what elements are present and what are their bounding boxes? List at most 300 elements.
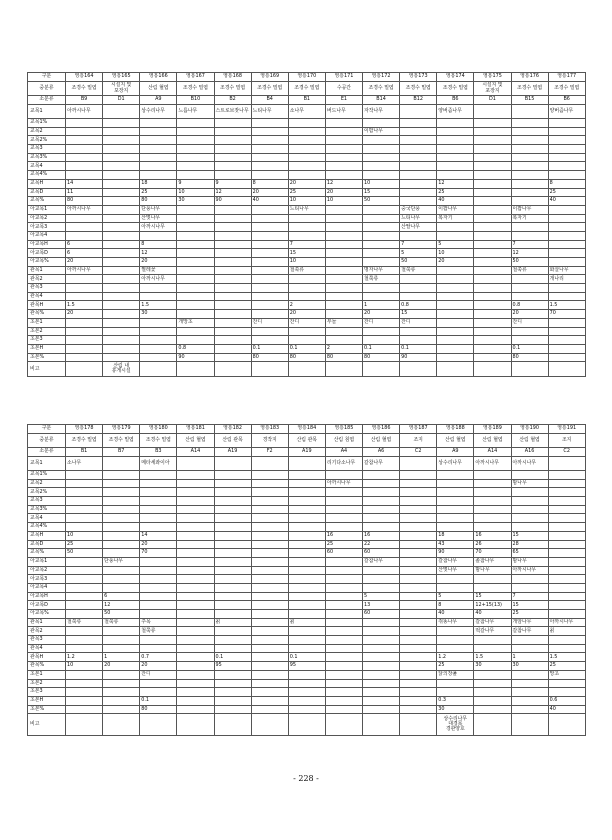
table-cell <box>400 145 437 154</box>
plot-type-cell: 산림 혈엽 <box>474 434 511 448</box>
table-cell <box>103 549 140 558</box>
table-cell <box>214 214 251 223</box>
table-cell <box>177 162 214 171</box>
table-cell <box>251 162 288 171</box>
table-cell <box>140 497 177 506</box>
plot-id-cell: 영흥186 <box>363 425 400 434</box>
table-cell: 95 <box>214 662 251 671</box>
table-cell <box>177 214 214 223</box>
row-label: 교목3% <box>28 153 66 162</box>
table-cell <box>474 362 511 377</box>
plot-id-cell: 영흥172 <box>363 73 400 82</box>
table-cell <box>214 514 251 523</box>
table-cell <box>251 284 288 293</box>
table-cell: 아까시나무 <box>325 479 362 488</box>
table-cell <box>103 292 140 301</box>
table-cell <box>363 258 400 267</box>
table-cell <box>474 205 511 214</box>
table-cell <box>177 145 214 154</box>
table-cell <box>363 636 400 645</box>
table-cell: 20 <box>251 188 288 197</box>
table-cell <box>511 223 548 232</box>
table-cell <box>400 696 437 705</box>
table-row <box>28 610 586 619</box>
page-number: - 228 - <box>293 774 319 783</box>
row-label: 교목3% <box>28 505 66 514</box>
plot-id-cell: 영흥170 <box>288 73 325 82</box>
table-cell <box>511 362 548 377</box>
table-cell: 1.5 <box>474 653 511 662</box>
table-cell: 스트로브잣나무 <box>214 105 251 119</box>
table-cell <box>288 523 325 532</box>
plot-id-cell: 영흥184 <box>288 425 325 434</box>
table-row <box>28 301 586 310</box>
table-cell: 15 <box>511 601 548 610</box>
table-row <box>28 249 586 258</box>
table-cell <box>103 531 140 540</box>
table-cell <box>288 601 325 610</box>
table-cell: 80 <box>363 353 400 362</box>
table-cell <box>103 353 140 362</box>
table-cell <box>103 162 140 171</box>
table-cell <box>214 301 251 310</box>
table-cell <box>103 145 140 154</box>
table-cell <box>325 292 362 301</box>
table-cell <box>511 162 548 171</box>
table-cell <box>474 119 511 128</box>
table-cell <box>511 188 548 197</box>
table-cell <box>66 292 103 301</box>
table-cell <box>400 662 437 671</box>
table-cell <box>140 292 177 301</box>
table-cell <box>140 479 177 488</box>
table-cell: 이팝나무 <box>511 205 548 214</box>
table-cell <box>66 275 103 284</box>
table-cell: 5 <box>437 240 474 249</box>
table-cell <box>548 145 585 154</box>
table-cell <box>251 145 288 154</box>
plot-code-cell: A4 <box>325 448 362 457</box>
table-cell <box>251 514 288 523</box>
plot-type-cell: 산림 침엽 <box>325 434 362 448</box>
table-cell <box>363 696 400 705</box>
table-cell <box>251 479 288 488</box>
table-cell <box>548 583 585 592</box>
table-cell <box>288 488 325 497</box>
table-cell <box>103 310 140 319</box>
table-cell <box>474 275 511 284</box>
table-cell <box>214 119 251 128</box>
table-cell <box>437 353 474 362</box>
table-cell <box>474 327 511 336</box>
table-cell: 칡 <box>288 618 325 627</box>
table-cell <box>177 310 214 319</box>
table-cell <box>140 136 177 145</box>
table-cell <box>177 557 214 566</box>
row-label: 교목4 <box>28 514 66 523</box>
table-cell <box>548 714 585 736</box>
table-cell <box>66 214 103 223</box>
table-cell: 8 <box>437 601 474 610</box>
table-cell: 0.8 <box>177 344 214 353</box>
table-cell <box>511 488 548 497</box>
table-cell <box>511 505 548 514</box>
row-label: 아교목1 <box>28 557 66 566</box>
table-cell <box>548 471 585 480</box>
table-cell <box>66 344 103 353</box>
table-cell <box>548 162 585 171</box>
plot-id-cell: 영흥179 <box>103 425 140 434</box>
table-cell <box>288 231 325 240</box>
table-cell <box>548 214 585 223</box>
table-cell: 철쭉류 <box>363 275 400 284</box>
table-cell: 느티나무 <box>288 205 325 214</box>
table-cell: 1.2 <box>66 653 103 662</box>
table-cell <box>325 336 362 345</box>
table-cell <box>363 153 400 162</box>
row-label: 초본1 <box>28 670 66 679</box>
plot-code-cell: A16 <box>511 448 548 457</box>
plot-code-cell: F2 <box>251 448 288 457</box>
table-cell <box>214 249 251 258</box>
table-cell <box>103 636 140 645</box>
table-cell <box>400 557 437 566</box>
table-cell: 20 <box>511 310 548 319</box>
table-cell <box>103 336 140 345</box>
table-cell <box>103 249 140 258</box>
table-cell <box>140 171 177 180</box>
table-cell <box>177 258 214 267</box>
table-cell: 30 <box>437 705 474 714</box>
table-cell: 1.5 <box>548 653 585 662</box>
table-cell: 소나무 <box>288 105 325 119</box>
table-cell: 14 <box>140 531 177 540</box>
header-label-type: 중분류 <box>28 434 66 448</box>
table-cell: 잔디 <box>288 318 325 327</box>
table-cell <box>400 153 437 162</box>
table-cell: 60 <box>363 610 400 619</box>
table-row <box>28 284 586 293</box>
table-cell <box>400 179 437 188</box>
plot-id-cell: 영흥164 <box>66 73 103 82</box>
table-cell <box>548 457 585 471</box>
table-row <box>28 318 586 327</box>
table-cell <box>140 162 177 171</box>
table-cell <box>437 471 474 480</box>
table-cell <box>548 549 585 558</box>
table-cell <box>103 457 140 471</box>
row-label: 교목4% <box>28 523 66 532</box>
table-cell <box>66 284 103 293</box>
table-cell <box>437 318 474 327</box>
table-cell <box>140 557 177 566</box>
table-cell: 리기다소나무 <box>325 457 362 471</box>
table-cell <box>548 362 585 377</box>
row-label: 초본2 <box>28 327 66 336</box>
table-cell <box>400 284 437 293</box>
table-cell <box>177 240 214 249</box>
table-cell <box>251 636 288 645</box>
table-cell <box>103 688 140 697</box>
table-cell <box>437 688 474 697</box>
table-cell: 1.5 <box>548 301 585 310</box>
table-cell <box>548 344 585 353</box>
table-cell <box>437 583 474 592</box>
table-cell <box>325 301 362 310</box>
table-cell <box>288 223 325 232</box>
plot-code-cell: B15 <box>511 96 548 105</box>
row-label: 아교목1 <box>28 205 66 214</box>
table-cell: 90 <box>214 197 251 206</box>
table-cell <box>437 119 474 128</box>
header-row-type <box>28 82 586 96</box>
table-cell <box>474 471 511 480</box>
table-cell <box>363 505 400 514</box>
table-cell: 40 <box>474 610 511 619</box>
table-cell <box>437 127 474 136</box>
table-cell <box>214 714 251 736</box>
table-cell <box>474 523 511 532</box>
plot-id-cell: 영흥177 <box>548 73 585 82</box>
table-cell <box>140 284 177 293</box>
table-cell <box>177 662 214 671</box>
table-cell <box>288 479 325 488</box>
table-cell: 40 <box>437 197 474 206</box>
table-row <box>28 171 586 180</box>
table-cell <box>437 327 474 336</box>
table-cell <box>474 505 511 514</box>
header-label-code: 소분류 <box>28 448 66 457</box>
table-cell: 0.8 <box>511 301 548 310</box>
table-cell: 졸참나무 <box>474 557 511 566</box>
table-cell <box>288 688 325 697</box>
table-cell <box>214 566 251 575</box>
table-cell <box>140 119 177 128</box>
table-cell <box>400 505 437 514</box>
table-cell <box>325 636 362 645</box>
table-cell <box>400 583 437 592</box>
table-cell <box>400 540 437 549</box>
table-row <box>28 292 586 301</box>
plot-type-cell: 시설지 및 포장지 <box>474 82 511 96</box>
table-cell <box>325 662 362 671</box>
table-cell <box>548 636 585 645</box>
table-row <box>28 136 586 145</box>
table-cell <box>214 205 251 214</box>
table-cell: 50 <box>400 258 437 267</box>
table-cell <box>251 457 288 471</box>
table-cell <box>103 214 140 223</box>
table-cell <box>363 670 400 679</box>
plot-code-cell: C2 <box>400 448 437 457</box>
table-cell <box>214 310 251 319</box>
plot-id-cell: 영흥183 <box>251 425 288 434</box>
table-cell <box>66 136 103 145</box>
table-cell <box>437 679 474 688</box>
table-cell <box>66 670 103 679</box>
plot-id-cell: 영흥185 <box>325 425 362 434</box>
table-row <box>28 557 586 566</box>
table-cell: 갈참나무 <box>437 557 474 566</box>
table-cell <box>214 688 251 697</box>
table-cell <box>474 705 511 714</box>
table-cell: 50 <box>103 610 140 619</box>
table-cell: 1 <box>363 301 400 310</box>
table-cell <box>474 223 511 232</box>
row-label: 초본H <box>28 696 66 705</box>
table-cell <box>363 714 400 736</box>
table-cell <box>288 514 325 523</box>
table-row <box>28 162 586 171</box>
row-label: 아교목% <box>28 258 66 267</box>
table-cell <box>177 670 214 679</box>
table-cell: 25 <box>548 662 585 671</box>
table-cell <box>177 679 214 688</box>
table-cell: 7 <box>400 240 437 249</box>
table-cell <box>177 362 214 377</box>
table-cell <box>325 670 362 679</box>
table-cell <box>548 488 585 497</box>
table-cell <box>288 679 325 688</box>
table-cell <box>325 688 362 697</box>
table-cell: 칡 <box>214 618 251 627</box>
table-cell <box>288 644 325 653</box>
plot-type-cell: 조경수 밀엽 <box>66 82 103 96</box>
table-row <box>28 188 586 197</box>
table-cell: 60 <box>363 549 400 558</box>
table-cell: 명자나무 <box>363 266 400 275</box>
table-cell <box>400 327 437 336</box>
table-cell <box>363 488 400 497</box>
table-cell <box>251 575 288 584</box>
table-cell <box>511 679 548 688</box>
table-cell <box>103 153 140 162</box>
row-label: 관목2 <box>28 275 66 284</box>
table-cell <box>66 162 103 171</box>
table-cell: 산벚나무 <box>437 566 474 575</box>
table-cell <box>103 318 140 327</box>
table-cell: 느티나무 <box>251 105 288 119</box>
table-cell <box>437 479 474 488</box>
table-cell <box>474 514 511 523</box>
table-cell <box>548 644 585 653</box>
table-cell <box>177 488 214 497</box>
table-cell <box>548 557 585 566</box>
table-cell <box>251 310 288 319</box>
plot-id-cell: 영흥191 <box>548 425 585 434</box>
table-cell: 잔디 <box>400 318 437 327</box>
table-cell <box>325 714 362 736</box>
table-cell <box>400 336 437 345</box>
header-row-code <box>28 448 586 457</box>
table-cell <box>251 127 288 136</box>
table-cell <box>66 145 103 154</box>
table-cell <box>214 696 251 705</box>
row-label: 교목3 <box>28 145 66 154</box>
table-row <box>28 344 586 353</box>
table-cell: 20 <box>325 188 362 197</box>
table-cell <box>325 145 362 154</box>
table-cell: 개망초 <box>177 318 214 327</box>
plot-id-cell: 영흥165 <box>103 73 140 82</box>
table-row <box>28 214 586 223</box>
table-cell <box>325 696 362 705</box>
plot-code-cell: D1 <box>474 96 511 105</box>
table-cell <box>288 153 325 162</box>
table-cell <box>140 362 177 377</box>
table-cell <box>66 592 103 601</box>
table-cell: 잔디 <box>251 318 288 327</box>
table-cell <box>66 601 103 610</box>
table-cell <box>325 266 362 275</box>
table-cell: 15 <box>288 249 325 258</box>
table-cell: 20 <box>288 179 325 188</box>
table-row <box>28 179 586 188</box>
table-cell <box>251 223 288 232</box>
table-cell <box>474 318 511 327</box>
table-cell <box>140 592 177 601</box>
table-cell <box>103 505 140 514</box>
table-cell <box>103 127 140 136</box>
table-cell <box>66 636 103 645</box>
plot-code-cell: A9 <box>140 96 177 105</box>
table-cell <box>400 575 437 584</box>
plot-type-cell: 산림 혈엽 <box>437 434 474 448</box>
table-cell <box>214 636 251 645</box>
table-cell <box>140 488 177 497</box>
table-cell <box>437 310 474 319</box>
table-cell: 20 <box>437 258 474 267</box>
table-cell: 22 <box>363 540 400 549</box>
row-label: 교목2% <box>28 136 66 145</box>
table-cell: 40 <box>251 197 288 206</box>
plot-type-cell: 수공간 <box>325 82 362 96</box>
table-cell <box>437 301 474 310</box>
table-cell <box>66 705 103 714</box>
row-label: 관목% <box>28 310 66 319</box>
table-row <box>28 531 586 540</box>
table-cell: 30 <box>474 662 511 671</box>
table-cell <box>177 644 214 653</box>
table-cell <box>474 136 511 145</box>
table-cell <box>177 627 214 636</box>
table-cell <box>363 575 400 584</box>
plot-code-cell: D1 <box>103 96 140 105</box>
table-cell <box>214 362 251 377</box>
table-cell <box>251 583 288 592</box>
table-cell: 0.1 <box>363 344 400 353</box>
table-cell <box>363 705 400 714</box>
table-cell <box>288 636 325 645</box>
table-cell <box>474 127 511 136</box>
table-cell: 철쭉류 <box>66 618 103 627</box>
table-row <box>28 197 586 206</box>
table-cell <box>400 292 437 301</box>
table-cell <box>325 497 362 506</box>
table-cell <box>288 696 325 705</box>
table-cell <box>66 171 103 180</box>
table-cell <box>103 344 140 353</box>
table-cell <box>214 266 251 275</box>
table-cell <box>474 105 511 119</box>
header-label-id: 구분 <box>28 425 66 434</box>
table-cell <box>511 636 548 645</box>
plot-type-cell: 경작지 <box>251 434 288 448</box>
row-label: 초본1 <box>28 318 66 327</box>
table-cell <box>177 284 214 293</box>
table-cell <box>251 557 288 566</box>
table-cell <box>437 627 474 636</box>
